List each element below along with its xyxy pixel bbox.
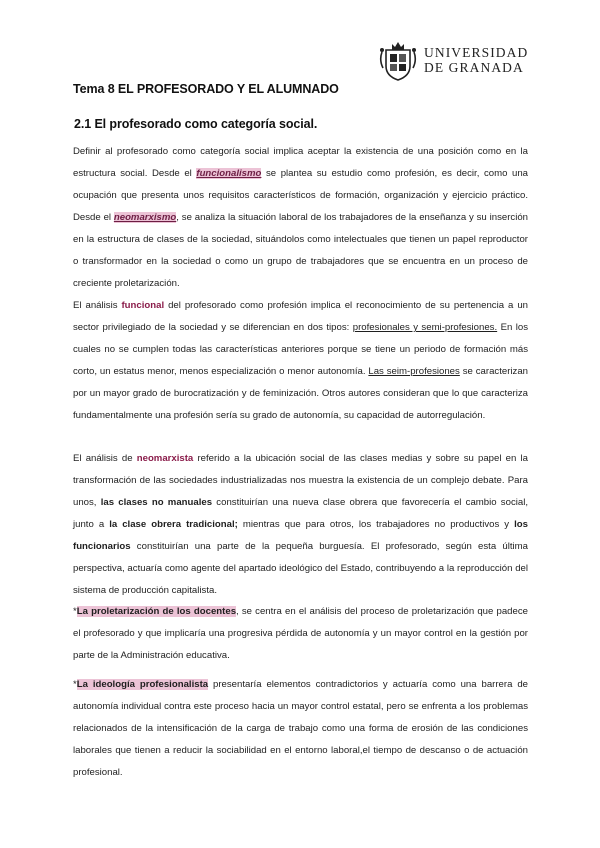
paragraph-3 xyxy=(73,448,528,602)
university-name-line1: UNIVERSIDAD xyxy=(424,45,529,60)
bullet-mark: * xyxy=(73,679,77,690)
bold-funcionarios: los funcionarios xyxy=(73,519,528,552)
underlined-semi-profesiones: Las seim-profesiones xyxy=(368,366,460,377)
bold-clases-no-manuales: las clases no manuales xyxy=(100,497,213,508)
term-funcional: funcional xyxy=(121,300,165,311)
p1-text-2: se plantea su estudio como profesión, es decir, como una ocupación que presenta unos requisitos característicos de formación, organización y ejercicio práctico. Desde el xyxy=(73,168,528,223)
university-name-line2: DE GRANADA xyxy=(424,60,524,75)
bold-clase-obrera: la clase obrera tradicional; xyxy=(109,519,238,530)
term-proletarizacion: La proletarización de los docentes xyxy=(76,606,237,617)
university-name xyxy=(424,45,528,75)
paragraph-5 xyxy=(73,674,528,784)
p1-text-3: , se analiza la situación laboral de los trabajadores de la enseñanza y su inserción en la estructura de clases de la sociedad, situándolos como intelectuales que tienen un papel reproductor o transformador en la sociedad o como un grupo de trabajadores que se encuentra en un proceso de creciente proletarización. xyxy=(73,212,528,289)
p3-text-4: mientras que para otros, los trabajadores no productivos y xyxy=(237,519,515,530)
paragraph-2 xyxy=(73,295,528,427)
page-title: Tema 8 EL PROFESORADO Y EL ALUMNADO xyxy=(73,82,339,96)
p3-text-2: referido a la ubicación social de las clases medias y sobre su papel en la transformación de las sociedades industrializadas nos muestra la existencia de un complejo debate. Para unos, xyxy=(73,453,528,508)
bullet-mark: * xyxy=(73,606,77,617)
p2-text-3: En los cuales no se cumplen todas las características anteriores porque se tiene un periodo de formación más corto, un estatus menor, menos especialización o menor autonomía. xyxy=(73,322,528,377)
p2-text-2: del profesorado como profesión implica el reconocimiento de su pertenencia a un sector privilegiado de la sociedad y se diferencian en dos tipos: xyxy=(73,300,528,333)
paragraph-4 xyxy=(73,601,528,667)
p5-text-1: presentaría elementos contradictorios y actuaría como una barrera de autonomía individual contra este proceso hacia un mayor control estatal, pero se enfrenta a los problemas relacionados de la intensificación de la carga de trabajo como una forma de erosión de las condiciones laborales que tienen a reducir la sociabilidad en el entorno laboral,el tiempo de descanso o de actuación profesional. xyxy=(73,679,529,778)
p1-text-1: Definir al profesorado como categoría social implica aceptar la existencia de una posición como en la estructura social. Desde el xyxy=(73,146,528,179)
underlined-profesiones: profesionales y semi-profesiones. xyxy=(352,322,498,333)
p3-text-3: constituirían una nueva clase obrera que favorecería el cambio social, junto a xyxy=(73,497,528,530)
p2-text-1: El análisis xyxy=(73,300,122,311)
university-logo xyxy=(378,38,528,82)
term-funcionalismo: funcionalismo xyxy=(196,168,262,179)
term-ideologia-profesionalista: La ideología profesionalista xyxy=(76,679,209,690)
term-neomarxista: neomarxista xyxy=(136,453,194,464)
paragraph-1 xyxy=(73,141,528,295)
p4-text-1: , se centra en el análisis del proceso de proletarización que padece el profesorado y que implicaría una progresiva pérdida de autonomía y un mayor control en la gestión por parte de la Administración educativa. xyxy=(73,606,528,661)
p3-text-5: constituirían una parte de la pequeña burguesía. El profesorado, según esta última perspectiva, actuaría como agente del apartado ideológico del Estado, contribuyendo a la reproducción del sistema de producción capitalista. xyxy=(73,541,528,596)
p3-text-1: El análisis de xyxy=(73,453,137,464)
p2-text-4: se caracterizan por un mayor grado de burocratización y de feminización. Otros autores consideran que lo que caracteriza fundamentalmente una profesión sería su grado de autonomía, su capacidad de autorregulación. xyxy=(73,366,528,421)
term-neomarxismo: neomarxismo xyxy=(113,212,177,223)
section-heading: 2.1 El profesorado como categoría social. xyxy=(74,117,318,131)
university-crest-icon xyxy=(378,38,418,82)
